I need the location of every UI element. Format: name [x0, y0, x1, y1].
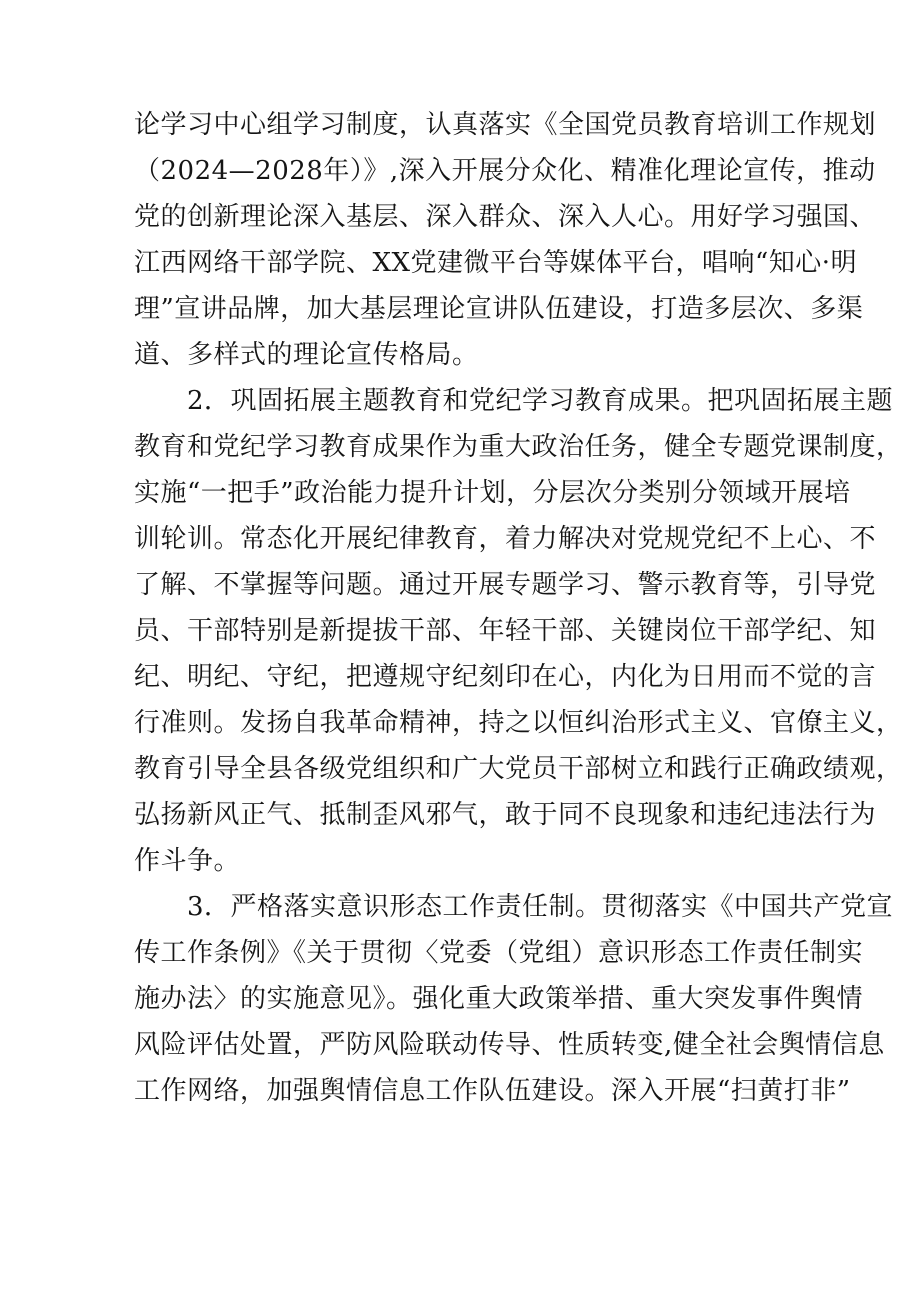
text-line: 员、干部特别是新提拔干部、年轻干部、关键岗位干部学纪、知 [134, 616, 877, 646]
paragraph-2 [134, 378, 903, 884]
text-line: 党的创新理论深入基层、深入群众、深入人心。用好学习强国、 [134, 202, 877, 232]
text-line: 2．巩固拓展主题教育和党纪学习教育成果。把巩固拓展主题 [134, 386, 894, 416]
text-line: 风险评估处置，严防风险联动传导、性质转变,健全社会舆情信息 [134, 1030, 885, 1060]
text-line: 行准则。发扬自我革命精神，持之以恒纠治形式主义、官僚主义， [134, 708, 903, 738]
text-line: 道、多样式的理论宣传格局。 [134, 340, 479, 370]
text-line: 施办法〉的实施意见》。强化重大政策举措、重大突发事件舆情 [134, 984, 864, 1014]
text-line: 作斗争。 [134, 846, 241, 876]
text-line: 了解、不掌握等问题。通过开展专题学习、警示教育等，引导党 [134, 570, 877, 600]
text-line: 理”宣讲品牌，加大基层理论宣讲队伍建设，打造多层次、多渠 [134, 294, 864, 324]
text-line: 江西网络干部学院、XX党建微平台等媒体平台，唱响“知心·明 [134, 248, 858, 278]
text-line: 实施“一把手”政治能力提升计划，分层次分类别分领域开展培 [134, 478, 851, 508]
text-line: 教育引导全县各级党组织和广大党员干部树立和践行正确政绩观， [134, 754, 903, 784]
text-line: 论学习中心组学习制度，认真落实《全国党员教育培训工作规划 [134, 110, 877, 140]
text-line: （2024—2028年）》,深入开展分众化、精准化理论宣传，推动 [134, 156, 876, 186]
paragraph-1 [134, 102, 877, 378]
document-body [134, 102, 903, 1114]
text-line: 弘扬新风正气、抵制歪风邪气，敢于同不良现象和违纪违法行为 [134, 800, 877, 830]
text-line: 教育和党纪学习教育成果作为重大政治任务，健全专题党课制度， [134, 432, 903, 462]
text-line: 纪、明纪、守纪，把遵规守纪刻印在心，内化为日用而不觉的言 [134, 662, 877, 692]
text-line: 3．严格落实意识形态工作责任制。贯彻落实《中国共产党宣 [134, 892, 894, 922]
paragraph-3 [134, 884, 894, 1114]
text-line: 工作网络，加强舆情信息工作队伍建设。深入开展“扫黄打非” [134, 1076, 851, 1106]
text-line: 训轮训。常态化开展纪律教育，着力解决对党规党纪不上心、不 [134, 524, 877, 554]
text-line: 传工作条例》《关于贯彻〈党委（党组）意识形态工作责任制实 [134, 938, 864, 968]
